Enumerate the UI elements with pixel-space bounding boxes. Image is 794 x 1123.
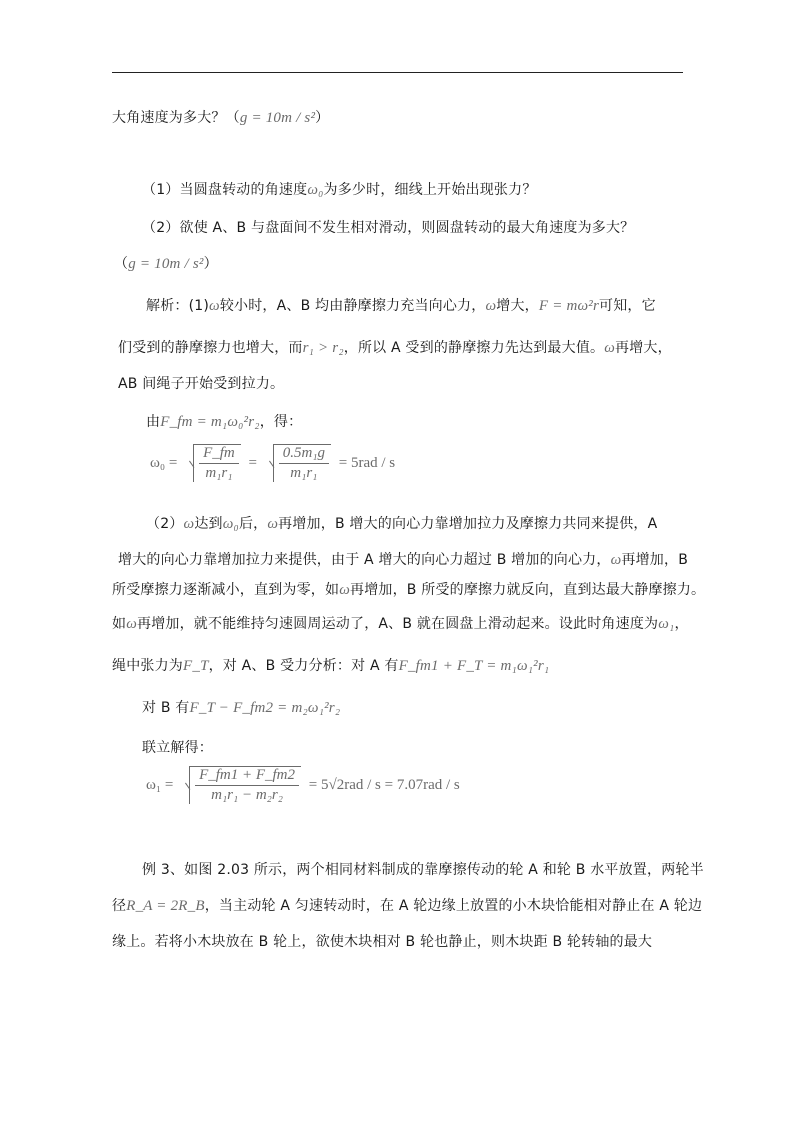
math-expression: F_T xyxy=(183,658,209,674)
math-expression: ω xyxy=(485,298,497,314)
equation-rhs: = 5rad / s xyxy=(338,454,396,471)
line-text: 为多少时，细线上开始出现张力？ xyxy=(323,182,537,198)
text-line xyxy=(146,514,657,534)
line-text: 再增大， xyxy=(615,340,672,356)
text-line xyxy=(142,860,704,880)
line-text: ，所以 A 受到的静摩擦力先达到最大值。 xyxy=(343,340,605,356)
line-text: （2） xyxy=(146,516,184,532)
numerator: 0.5m₁g xyxy=(279,445,329,464)
numerator: F_fm xyxy=(199,445,239,464)
numerator: F_fm1 + F_fm2 xyxy=(195,767,299,786)
text-line xyxy=(118,338,672,358)
math-expression: F = mω²r xyxy=(538,298,600,314)
line-text: AB 间绳子开始受到拉力。 xyxy=(118,376,285,392)
line-text: 所受摩擦力逐渐减小，直到为零，如 xyxy=(112,582,340,598)
fraction xyxy=(199,445,239,482)
text-line xyxy=(118,374,284,394)
header-rule xyxy=(112,72,683,73)
line-text: ， xyxy=(674,616,689,632)
text-line xyxy=(112,614,689,634)
line-text: 再增加，就不能维持匀速圆周运动了，A、B 就在圆盘上滑动起来。设此时角速度为 xyxy=(137,616,659,632)
text-line xyxy=(118,550,688,570)
line-text: 径 xyxy=(112,898,127,914)
math-expression: ω xyxy=(267,516,279,532)
math-expression: r₁ > r₂ xyxy=(302,340,344,356)
line-text: 再增加，B 增大的向心力靠增加拉力及摩擦力共同来提供，A xyxy=(278,516,658,532)
line-text: （2）欲使 A、B 与盘面间不发生相对滑动，则圆盘转动的最大角速度为多大？ xyxy=(142,220,635,236)
line-text: ，当主动轮 A 匀速转动时，在 A 轮边缘上放置的小木块恰能相对静止在 A 轮边 xyxy=(204,898,703,914)
line-text: ，对 A、B 受力分析：对 A 有 xyxy=(208,658,399,674)
math-expression: ω xyxy=(339,582,350,598)
line-text: ，得： xyxy=(259,414,303,430)
math-expression: ω xyxy=(183,516,195,532)
text-line xyxy=(112,580,705,600)
line-text: ） xyxy=(315,110,330,126)
math-expression: ω xyxy=(610,552,622,568)
line-text: 大角速度为多大？（ xyxy=(112,110,240,126)
denominator: m₁r₁ − m₂r₂ xyxy=(211,787,283,803)
line-text: 后， xyxy=(238,516,268,532)
line-text: ） xyxy=(203,256,218,272)
line-text: （ xyxy=(114,256,129,272)
math-expression: R_A = 2R_B xyxy=(126,898,205,914)
math-expression: ω₀ xyxy=(222,516,239,532)
math-expression: ω xyxy=(209,298,220,314)
line-text: 增大的向心力靠增加拉力来提供，由于 A 增大的向心力超过 B 增加的向心力， xyxy=(118,552,611,568)
equation-omega0: ω₀ = $\frac{F\_fm}{\text{m₁r₁}}$ = $\frac{\text{0.5m₁g}}{\text{m₁r₁}}$ = 5rad / s xyxy=(150,445,396,481)
math-expression: g = 10m / s² xyxy=(239,110,316,126)
equation-omega1 xyxy=(142,766,464,804)
math-expression: ω₀ xyxy=(307,182,324,198)
math-expression: ω xyxy=(604,340,616,356)
text-line xyxy=(142,698,340,718)
math-expression: F_fm1 + F_T = m₁ω₁²r₁ xyxy=(398,658,550,674)
line-text: 们受到的静摩擦力也增大，而 xyxy=(118,340,303,356)
line-text: 缘上。若将小木块放在 B 轮上，欲使木块相对 B 轮也静止，则木块距 B 轮转轴的最大 xyxy=(112,934,653,950)
text-line xyxy=(142,218,634,238)
text-line xyxy=(114,254,218,274)
math-expression: ω xyxy=(126,616,137,632)
line-text: 解析：(1) xyxy=(146,298,210,314)
text-line xyxy=(112,108,329,128)
sqrt-symbol xyxy=(189,766,301,804)
line-text: 绳中张力为 xyxy=(112,658,183,674)
text-line xyxy=(142,738,213,758)
text-line xyxy=(146,296,656,316)
equation-rhs: = 5√2rad / s = 7.07rad / s xyxy=(308,776,460,793)
fraction xyxy=(279,445,329,482)
line-text: 如 xyxy=(112,616,127,632)
line-text: 增大， xyxy=(496,298,539,314)
denominator: m₁r₁ xyxy=(205,465,233,481)
line-text: 对 B 有 xyxy=(142,700,190,716)
text-line xyxy=(112,656,549,676)
fraction xyxy=(195,767,299,804)
text-line xyxy=(112,896,702,916)
line-text: 再增加，B xyxy=(621,552,688,568)
math-expression: F_fm = m₁ω₀²r₂ xyxy=(160,414,260,430)
line-text: 例 3、如图 2.03 所示，两个相同材料制成的靠摩擦传动的轮 A 和轮 B 水平放置，两轮半 xyxy=(142,862,704,878)
line-text: 联立解得： xyxy=(142,740,213,756)
sqrt-symbol xyxy=(273,444,331,482)
sqrt-symbol xyxy=(193,444,241,482)
denominator: m₁r₁ xyxy=(290,465,318,481)
math-expression: g = 10m / s² xyxy=(128,256,204,272)
math-expression: ω₁ xyxy=(658,616,675,632)
line-text: 达到 xyxy=(194,516,223,532)
equation-lhs: ω₀ = xyxy=(150,454,178,471)
line-text: 再增加，B 所受的摩擦力就反向，直到达最大静摩擦力。 xyxy=(350,582,706,598)
math-expression: F_T − F_fm2 = m₂ω₁²r₂ xyxy=(189,700,341,716)
line-text: 较小时，A、B 均由静摩擦力充当向心力， xyxy=(219,298,486,314)
line-text: 由 xyxy=(146,414,161,430)
equation-lhs: ω₁ = xyxy=(146,776,174,793)
text-line xyxy=(112,932,652,952)
text-line xyxy=(146,412,302,432)
text-line xyxy=(142,180,537,200)
line-text: （1）当圆盘转动的角速度 xyxy=(142,182,308,198)
line-text: 可知，它 xyxy=(599,298,656,314)
